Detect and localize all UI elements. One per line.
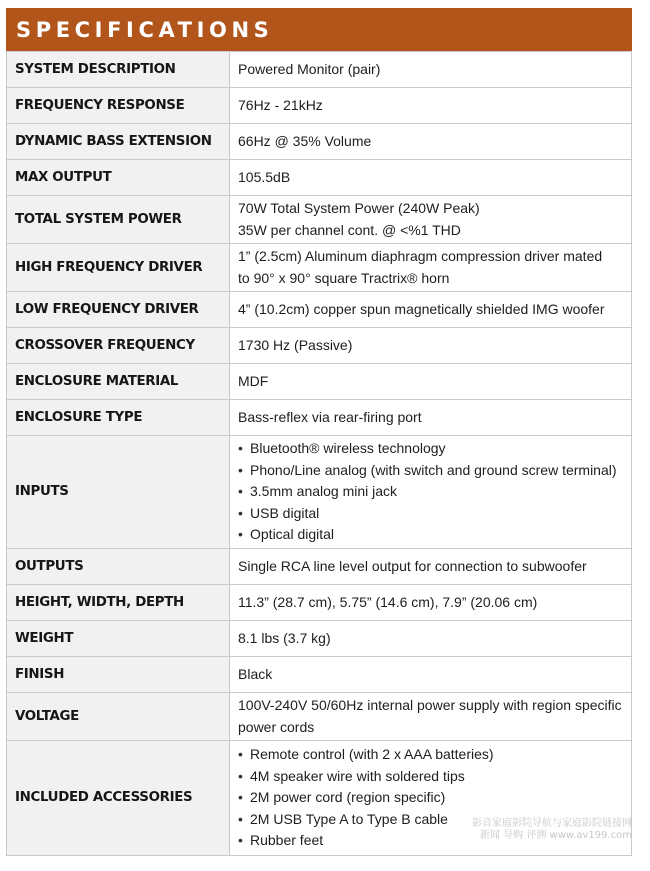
spec-value: 66Hz @ 35% Volume: [230, 124, 632, 160]
table-row: [7, 549, 632, 585]
spec-label: DYNAMIC BASS EXTENSION: [7, 124, 230, 160]
spec-label: INPUTS: [7, 436, 230, 549]
spec-label: MAX OUTPUT: [7, 160, 230, 196]
spec-value: Single RCA line level output for connection to subwoofer: [230, 549, 632, 585]
watermark-line: 新闻 导购 评测 www.av199.com: [479, 830, 632, 841]
spec-value: [230, 244, 632, 292]
list-item: • Remote control (with 2 x AAA batteries): [238, 744, 623, 766]
list-item: • Rubber feet: [238, 830, 623, 852]
spec-label: ENCLOSURE MATERIAL: [7, 364, 230, 400]
table-row: [7, 196, 632, 244]
spec-value: Powered Monitor (pair): [230, 52, 632, 88]
table-row: [7, 436, 632, 549]
table-row: [7, 160, 632, 196]
list-item: • Phono/Line analog (with switch and ground screw terminal): [238, 460, 623, 482]
spec-label: INCLUDED ACCESSORIES: [7, 741, 230, 856]
spec-sheet: [6, 8, 632, 856]
list-item: • Bluetooth® wireless technology: [238, 438, 623, 460]
list-item: • Optical digital: [238, 524, 623, 546]
spec-value-line: 100V-240V 50/60Hz internal power supply with region specific: [238, 696, 622, 713]
spec-value: [230, 693, 632, 741]
spec-value-line: power cords: [238, 718, 315, 735]
spec-value: Black: [230, 657, 632, 693]
spec-value: 105.5dB: [230, 160, 632, 196]
spec-label: OUTPUTS: [7, 549, 230, 585]
spec-label: LOW FREQUENCY DRIVER: [7, 292, 230, 328]
spec-value: 1730 Hz (Passive): [230, 328, 632, 364]
table-row: [7, 693, 632, 741]
bullet-list: [238, 438, 623, 546]
spec-value-line: 35W per channel cont. @ <%1 THD: [238, 221, 461, 238]
spec-label: FINISH: [7, 657, 230, 693]
table-row: [7, 52, 632, 88]
list-item: • 2M power cord (region specific): [238, 787, 623, 809]
table-row: [7, 328, 632, 364]
title-bar: [6, 8, 632, 51]
spec-label: HEIGHT, WIDTH, DEPTH: [7, 585, 230, 621]
bullet-list: [238, 744, 623, 852]
spec-label: SYSTEM DESCRIPTION: [7, 52, 230, 88]
spec-label: TOTAL SYSTEM POWER: [7, 196, 230, 244]
table-row: [7, 585, 632, 621]
table-row: [7, 657, 632, 693]
table-row: [7, 400, 632, 436]
list-item: • 4M speaker wire with soldered tips: [238, 766, 623, 788]
table-row: [7, 364, 632, 400]
spec-value: [230, 196, 632, 244]
table-row: [7, 741, 632, 856]
spec-value: Bass-reflex via rear-firing port: [230, 400, 632, 436]
spec-table: [6, 51, 632, 856]
table-row: [7, 124, 632, 160]
spec-label: WEIGHT: [7, 621, 230, 657]
page-title: SPECIFICATIONS: [16, 17, 274, 42]
table-row: [7, 621, 632, 657]
spec-value-line: 70W Total System Power (240W Peak): [238, 199, 480, 216]
spec-label: ENCLOSURE TYPE: [7, 400, 230, 436]
spec-value: MDF: [230, 364, 632, 400]
spec-label: HIGH FREQUENCY DRIVER: [7, 244, 230, 292]
spec-label: FREQUENCY RESPONSE: [7, 88, 230, 124]
list-item: • 3.5mm analog mini jack: [238, 481, 623, 503]
watermark-line: 影音家庭影院导航与家庭影院链接网: [472, 818, 632, 829]
spec-label: VOLTAGE: [7, 693, 230, 741]
spec-label: CROSSOVER FREQUENCY: [7, 328, 230, 364]
list-item: • 2M USB Type A to Type B cable: [238, 809, 623, 831]
table-row: [7, 88, 632, 124]
spec-value: [230, 741, 632, 856]
spec-value: 8.1 lbs (3.7 kg): [230, 621, 632, 657]
spec-value-line: to 90° x 90° square Tractrix® horn: [238, 269, 450, 286]
table-row: [7, 292, 632, 328]
list-item: • USB digital: [238, 503, 623, 525]
spec-value: 76Hz - 21kHz: [230, 88, 632, 124]
spec-value: 11.3” (28.7 cm), 5.75” (14.6 cm), 7.9” (20.06 cm): [230, 585, 632, 621]
spec-value: [230, 436, 632, 549]
spec-value: 4” (10.2cm) copper spun magnetically shielded IMG woofer: [230, 292, 632, 328]
spec-value-line: 1” (2.5cm) Aluminum diaphragm compression driver mated: [238, 247, 603, 264]
table-row: [7, 244, 632, 292]
